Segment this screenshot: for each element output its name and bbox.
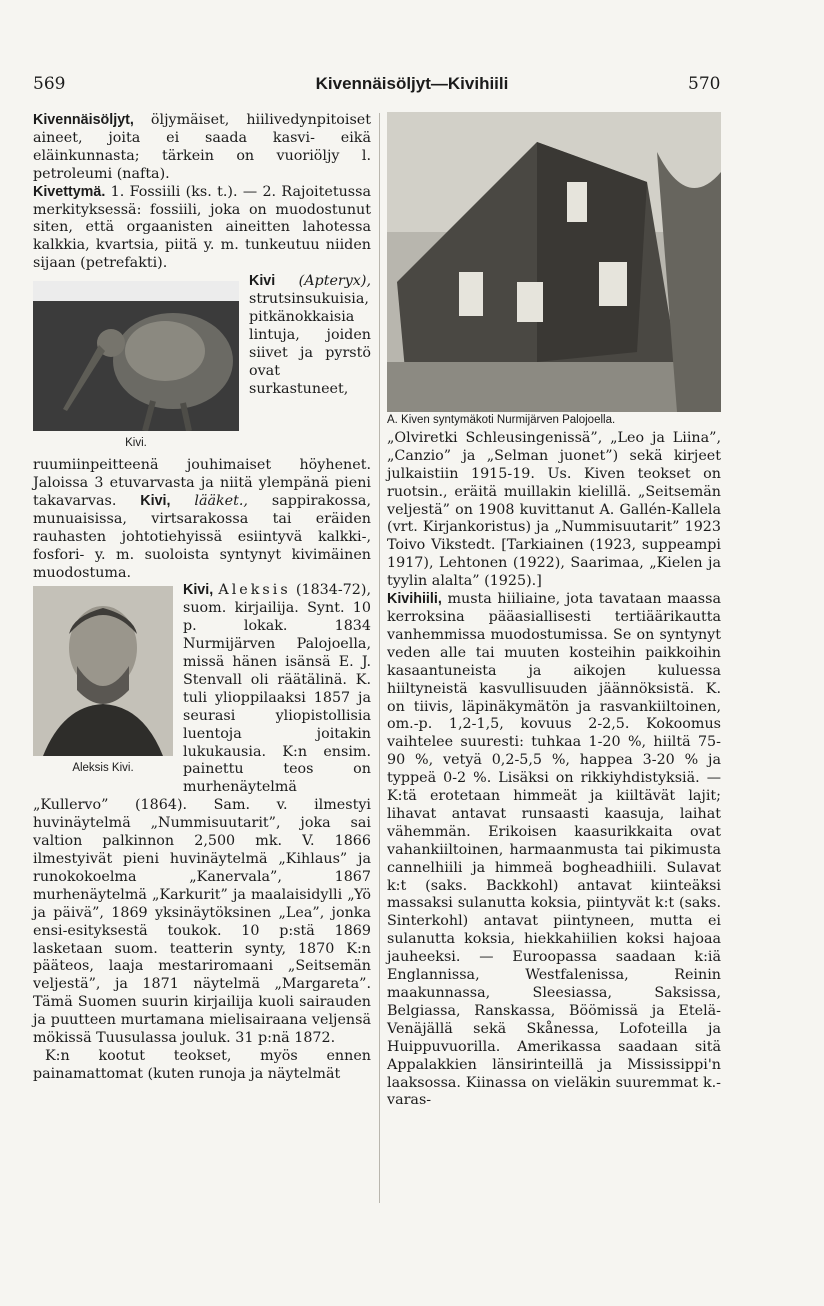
entry-text: musta hiiliaine, jota tavataan maassa kerroksina pääasiallisesti tertiäärikautta vanhemmissa muodostumissa. Se on syntynyt veden alle tai muuten kosteihin paikkoihin kasaantuneista ja aikojen kuluessa hiiltyneistä kasvullisuuden jäännöksistä. K. on tiivis, läpinäkymätön ja rasvankiiltoinen, om.-p. 1,2-1,5, kovuus 2-2,5. Kokoomus vaihtelee suuresti: tuhkaa 1-20 %, hiiltä 75-90 %, vetyä 0,2-5,5 %, happea 3-20 % ja typpeä 0-2 %. Lisäksi on rikkiyhdistyksiä. — K:tä erotetaan himmeät ja kiiltävät lajit; lihavat antavat runsaasti kaasuja, laihat vähemmän. Erikoisen kaasurikkaita ovat vahankiiltoinen, harmaanmusta tai pikimusta cannelhiili ja himmeä bogheadhiili. Sulavat k:t (saks. Backkohl) antavat kiinteäksi massaksi sulanutta koksia, piintyvät k:t (saks. Sinterkohl) antavat piintyneen, mutta ei sulanutta koksia, hiekkahiilien koksi hajoaa jauheeksi. — Euroopassa saadaan k:iä Englannissa, Westfalenissa, Reinin maakunnassa, Sleesiassa, Saksissa, Belgiassa, Ranskassa, Böömissä ja Etelä-Venäjällä sekä Skånessa, Lofoteilla ja Huippuvuorilla. Amerikassa saadaan sitä Appalakkien länsirinteillä ja Mississippi'n laaksossa. Kiinassa on vieläkin suuremmat k.-varas- (387, 591, 721, 1109)
entry-text: (1834-72), suom. kirjailija. Synt. 10 p. lokak. 1834 Nurmijärven Palojoella, missä hänen isänsä E. J. Stenvall oli räätälinä. K. tuli ylioppilaaksi 1857 ja seurasi yliopistollisia luentoja joitakin lukukausia. K:n ensim. painettu teos on murhenäytelmä „Kullervo” (1864). Sam. v. ilmestyi huvinäytelmä „Nummisuutarit”, joka sai valtion palkinnon 2,500 mk. V. 1866 ilmestyivät pieni huvinäytelmä „Kihlaus” ja runokokoelma „Kanervala”, 1867 murhenäytelmä „Karkurit” ja maalaisidylli „Yö ja päivä”, 1869 yksinäytöksinen „Lea”, jonka ensi-esityksestä toukok. 10 p:stä 1869 lasketaan suom. teatterin synty, 1870 K:n pääteos, laaja mestariromaani „Seitsemän veljestä”, ja 1871 näytelmä „Margareta”. Tämä Suomen suurin kirjailija kuoli sairauden ja puutteen murtamana mielisairaana veljensä mökissä Tuusulassa jouluk. 31 p:nä 1872. (33, 582, 371, 1047)
caption-kivi: Kivi. (125, 437, 147, 450)
latin-name: (Apteryx), (298, 273, 371, 290)
headword: Kivi, (183, 582, 214, 599)
caption-house: A. Kiven syntymäkoti Nurmijärven Palojoella. (387, 414, 616, 426)
entry-kivettyma (33, 184, 371, 274)
figure-kiwi-bird (33, 281, 239, 453)
entry-continuation: K:n kootut teokset, myös ennen painamattomat (kuten runoja ja näytelmät (33, 1047, 371, 1082)
headword: Kivi, (140, 492, 171, 509)
entry-text: sappirakossa, munuaisissa, virtsarakossa tai eräiden rauhasten johtotiehyissä esiintyvä kalkki-, fosfori- y. m. suoloista syntynyt kivimäinen muodostuma. (33, 492, 371, 581)
entry-text: strutsinsukuisia, pitkänokkaisia lintuja, joiden siivet ja pyrstö ovat surkastuneet, ruumiinpeitteenä jouhimaiset höyhenet. Jaloissa 3 etuvarvasta ja niitä ylempänä pieni takavarvas. (33, 291, 371, 509)
left-column (33, 112, 371, 1084)
entry-kivihiili (387, 591, 721, 1110)
figure-portrait (33, 586, 173, 778)
entry-kivennaisoljyt (33, 112, 371, 184)
entry-kivi-aleksis (33, 582, 371, 1048)
page-header (0, 74, 824, 98)
running-head: Kivennäisöljyt—Kivihiili (315, 74, 509, 93)
spaced-name: Aleksis (218, 582, 291, 599)
headword: Kivihiili, (387, 591, 442, 608)
entry-text: 1. Fossiili (ks. t.). — 2. Rajoitetussa merkityksessä: fossiili, joka on muodostunut siten, että orgaanisten aineitten lahotessa kalkkia, kvartsia, piitä y. m. tunkeutuu niiden sijaan (petrefakti). (33, 183, 371, 272)
kiwi-bird-image (33, 281, 239, 431)
entry-continuation-right: „Olviretki Schleusingenissä”, „Leo ja Liina”, „Canzio” ja „Selman juonet”) sekä kirjeet julkaistiin 1915-19. Us. Kiven teokset on ruotsin., eräitä muillakin kielillä. „Seitsemän veljestä” on 1908 kuvittanut A. Gallén-Kallela (vrt. Kirjankoristus) ja „Nummisuutarit” 1923 Toivo Vikstedt. [Tarkiainen (1923, suppeampi 1917), Lehtonen (1922), Saarimaa, „Kielen ja tyylin alalta” (1925).] (387, 429, 721, 590)
page-number-right: 570 (688, 74, 721, 94)
headword: Kivi (249, 273, 276, 290)
house-photo (387, 112, 721, 412)
page-number-left: 569 (33, 74, 66, 94)
entry-kivi-bird (33, 273, 371, 582)
portrait-image (33, 586, 173, 756)
caption-aleksis-kivi: Aleksis Kivi. (72, 762, 134, 775)
headword: Kivennäisöljyt, (33, 112, 134, 128)
italic-term: lääket., (194, 492, 248, 509)
entry-text: öljymäiset, hiilivedynpitoiset aineet, joita ei saada kasvi- eikä eläinkunnasta; tärkein on vuoriöljy l. petroleumi (nafta). (33, 112, 371, 182)
column-divider (379, 113, 380, 1203)
right-column (387, 112, 721, 1110)
headword: Kivettymä. (33, 183, 106, 200)
